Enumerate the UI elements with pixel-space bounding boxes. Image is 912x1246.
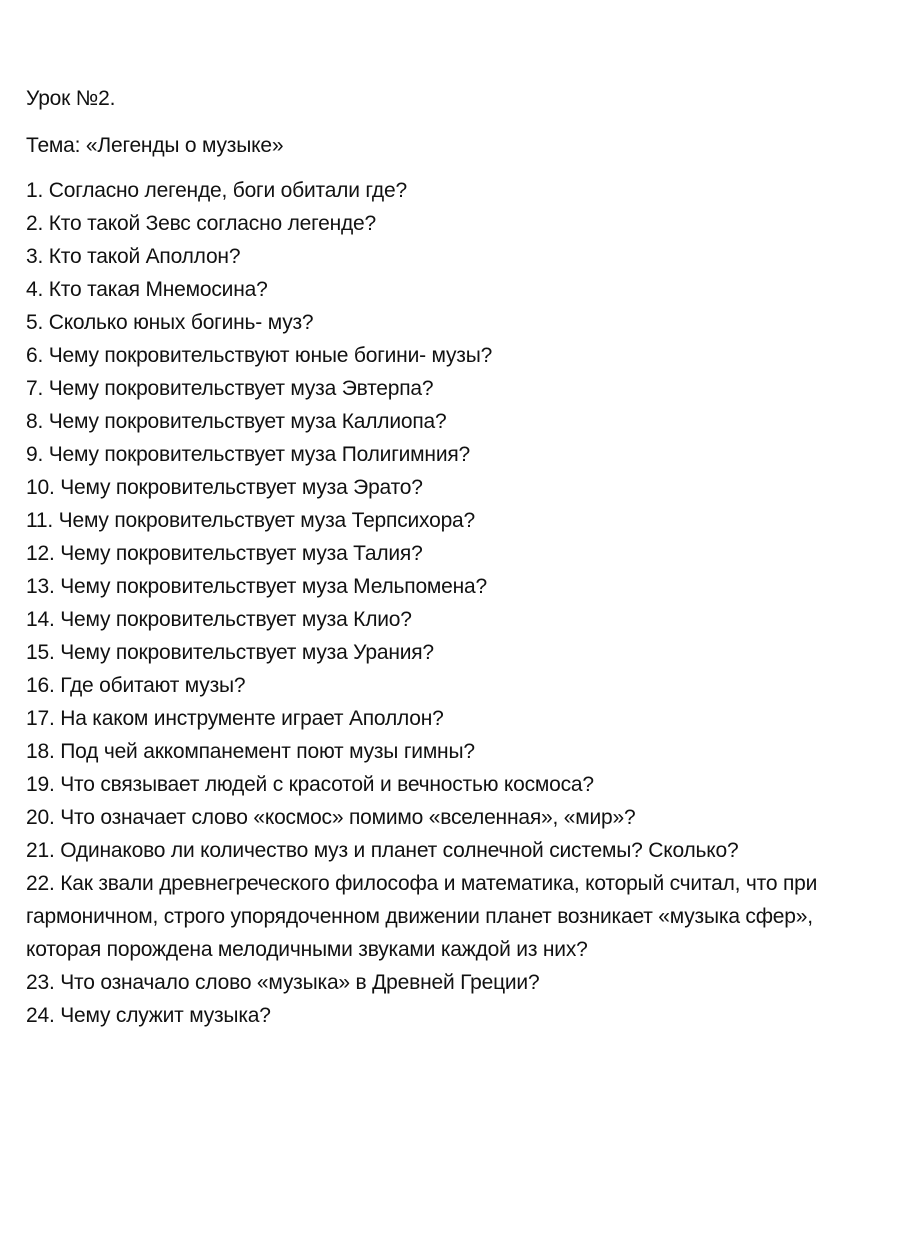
question-item: 1. Согласно легенде, боги обитали где? (26, 179, 407, 202)
question-item: 5. Сколько юных богинь- муз? (26, 311, 314, 334)
question-item: 22. Как звали древнегреческого философа и математика, который считал, что при гармоничном, строго упорядоченном движении планет возникает «музыка сфер», которая порождена мелодичными звуками каждой из них? (26, 872, 818, 961)
question-item: 4. Кто такая Мнемосина? (26, 278, 268, 301)
question-item: 11. Чему покровительствует муза Терпсихора? (26, 509, 476, 532)
question-item: 21. Одинаково ли количество муз и планет солнечной системы? Сколько? (26, 839, 739, 862)
question-item: 6. Чему покровительствуют юные богини- музы? (26, 344, 493, 367)
question-item: 19. Что связывает людей с красотой и вечностью космоса? (26, 773, 594, 796)
question-item: 20. Что означает слово «космос» помимо «вселенная», «мир»? (26, 806, 636, 829)
question-item: 15. Чему покровительствует муза Урания? (26, 641, 434, 664)
question-item: 17. На каком инструменте играет Аполлон? (26, 707, 444, 730)
question-item: 7. Чему покровительствует муза Эвтерпа? (26, 377, 434, 400)
question-list (26, 174, 886, 1032)
question-item: 9. Чему покровительствует муза Полигимния? (26, 443, 471, 466)
question-item: 10. Чему покровительствует муза Эрато? (26, 476, 423, 499)
question-item: 12. Чему покровительствует муза Талия? (26, 542, 423, 565)
question-item: 18. Под чей аккомпанемент поют музы гимны? (26, 740, 475, 763)
question-item: 8. Чему покровительствует муза Каллиопа? (26, 410, 447, 433)
question-item: 3. Кто такой Аполлон? (26, 245, 241, 268)
question-item: 2. Кто такой Зевс согласно легенде? (26, 212, 377, 235)
question-item: 13. Чему покровительствует муза Мельпомена? (26, 575, 488, 598)
question-item: 16. Где обитают музы? (26, 674, 246, 697)
question-item: 23. Что означало слово «музыка» в Древней Греции? (26, 971, 540, 994)
question-item: 24. Чему служит музыка? (26, 1004, 271, 1027)
lesson-title: Урок №2. (26, 87, 116, 110)
question-item: 14. Чему покровительствует муза Клио? (26, 608, 412, 631)
lesson-topic: Тема: «Легенды о музыке» (26, 134, 284, 157)
document-page (26, 82, 886, 1032)
